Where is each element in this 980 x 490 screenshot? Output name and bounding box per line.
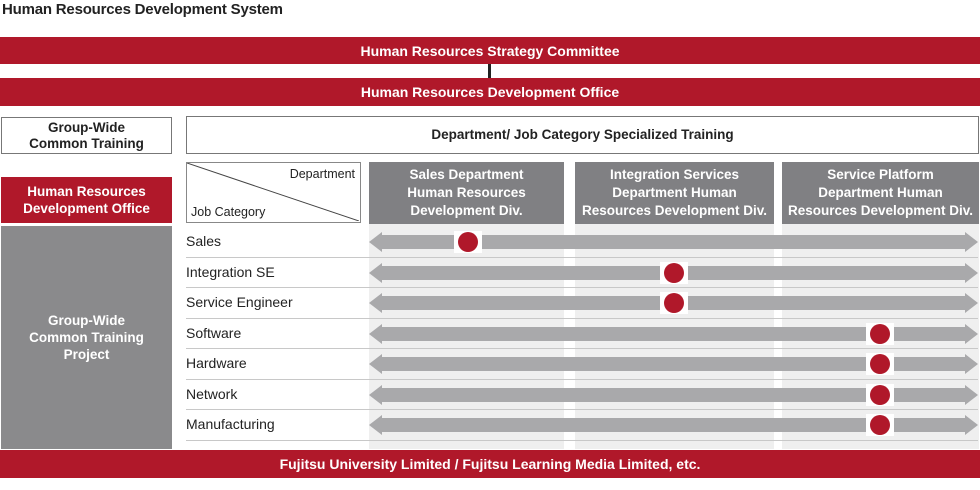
row-divider [186, 348, 978, 349]
row-divider [186, 409, 978, 410]
page-title: Human Resources Development System [2, 1, 283, 18]
arrow-right-head [965, 324, 978, 344]
arrow-right-head [965, 232, 978, 252]
responsible-department-dot [870, 385, 890, 405]
job-category-label: Service Engineer [186, 294, 293, 311]
diagonal-header-cell [186, 162, 361, 223]
connector-line [488, 64, 491, 78]
footer-bar: Fujitsu University Limited / Fujitsu Learning Media Limited, etc. [0, 450, 980, 478]
responsible-department-dot [870, 324, 890, 344]
arrow-right-head [965, 415, 978, 435]
development-office-bar: Human Resources Development Office [0, 78, 980, 106]
job-category-label: Hardware [186, 355, 247, 372]
job-category-label: Sales [186, 233, 222, 250]
department-axis-label: Department [289, 167, 355, 181]
job-category-label: Network [186, 385, 238, 402]
department-header: Integration Services Department Human Resources Development Div. [575, 162, 774, 224]
row-divider [186, 440, 978, 441]
arrow-right-head [965, 354, 978, 374]
job-category-label: Manufacturing [186, 416, 275, 433]
job-category-label: Software [186, 324, 242, 341]
row-divider [186, 287, 978, 288]
job-category-label: Integration SE [186, 263, 275, 280]
department-header: Service Platform Department Human Resources Development Div. [782, 162, 979, 224]
job-category-axis-label: Job Category [191, 205, 266, 219]
group-wide-training-box: Group-Wide Common Training [1, 117, 172, 154]
strategy-committee-bar: Human Resources Strategy Committee [0, 37, 980, 64]
arrow-right-head [965, 263, 978, 283]
row-divider [186, 379, 978, 380]
department-header: Sales Department Human Resources Development Div. [369, 162, 564, 224]
arrow-right-head [965, 293, 978, 313]
row-divider [186, 318, 978, 319]
arrow-right-head [965, 385, 978, 405]
responsible-department-dot [664, 263, 684, 283]
row-divider [186, 257, 978, 258]
common-training-project-box: Group-Wide Common Training Project [1, 226, 172, 449]
specialized-training-box: Department/ Job Category Specialized Training [186, 116, 979, 154]
left-office-box: Human Resources Development Office [1, 177, 172, 223]
